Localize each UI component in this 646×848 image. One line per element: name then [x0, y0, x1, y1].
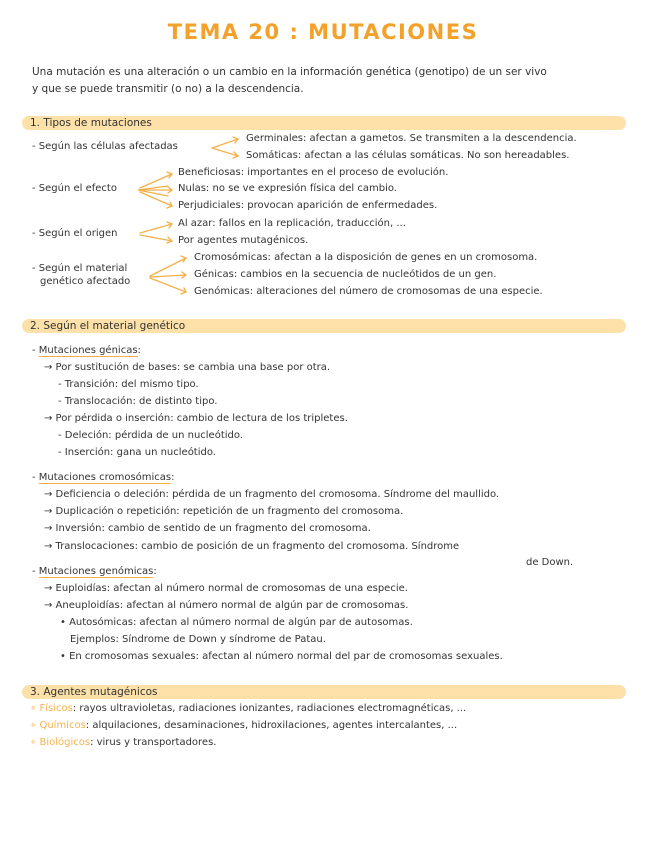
genicas-title-row: - Mutaciones génicas: — [32, 345, 141, 356]
agente-quimicos-label: Químicos — [39, 720, 86, 731]
agente-biologicos-text: : virus y transportadores. — [90, 737, 217, 748]
bullet-icon: ∘ — [30, 703, 40, 714]
agente-quimicos — [30, 720, 457, 731]
cromosomicas-title: Mutaciones cromosómicas — [38, 472, 172, 483]
agente-biologicos-label: Biológicos — [39, 737, 91, 748]
group-material-item-1: Cromosómicas: afectan a la disposición de genes en un cromosoma. — [194, 252, 538, 263]
genomicas-line-4: • En cromosomas sexuales: afectan al número normal del par de cromosomas sexuales. — [60, 651, 503, 662]
cromosomicas-title-row: - Mutaciones cromosómicas: — [32, 472, 175, 483]
group-celulas-label: - Según las células afectadas — [32, 141, 178, 152]
agente-quimicos-text: : alquilaciones, desaminaciones, hidroxilaciones, agentes intercalantes, ... — [85, 720, 458, 731]
bullet-icon: ∘ — [30, 737, 40, 748]
group-efecto-item-2: Nulas: no se ve expresión física del cambio. — [178, 183, 397, 194]
genicas-line-1: → Por sustitución de bases: se cambia una base por otra. — [44, 362, 331, 373]
group-efecto-item-1: Beneficiosas: importantes en el proceso de evolución. — [178, 167, 449, 178]
group-celulas-item-2: Somáticas: afectan a las células somáticas. No son hereadables. — [246, 150, 570, 161]
section-1-heading: 1. Tipos de mutaciones — [30, 117, 152, 129]
agente-fisicos-label: Físicos — [39, 703, 73, 714]
agente-fisicos-text: : rayos ultravioletas, radiaciones ionizantes, radiaciones electromagnéticas, ... — [72, 703, 467, 714]
cromosomicas-line-4: → Translocaciones: cambio de posición de un fragmento del cromosoma. Síndrome — [44, 541, 460, 552]
cromosomicas-line-3: → Inversión: cambio de sentido de un fragmento del cromosoma. — [44, 523, 371, 534]
intro-line-2: y que se puede transmitir (o no) a la descendencia. — [32, 83, 304, 95]
genicas-line-2: - Transición: del mismo tipo. — [58, 379, 199, 390]
genomicas-line-3: • Autosómicas: afectan al número normal de algún par de autosomas. — [60, 617, 413, 628]
group-origen-item-2: Por agentes mutagénicos. — [178, 235, 309, 246]
genicas-title: Mutaciones génicas — [38, 345, 138, 356]
group-material-item-3: Genómicas: alteraciones del número de cromosomas de una especie. — [194, 286, 543, 297]
agente-biologicos — [30, 737, 216, 748]
genicas-line-6: - Inserción: gana un nucleótido. — [58, 447, 216, 458]
genicas-line-3: - Translocación: de distinto tipo. — [58, 396, 218, 407]
cromosomicas-line-1: → Deficiencia o deleción: pérdida de un fragmento del cromosoma. Síndrome del maullido. — [44, 489, 500, 500]
section-3-heading: 3. Agentes mutagénicos — [30, 686, 158, 698]
genomicas-line-1: → Euploidías: afectan al número normal de cromosomas de una especie. — [44, 583, 408, 594]
group-material-label-2: genético afectado — [40, 276, 131, 287]
intro-line-1: Una mutación es una alteración o un cambio en la información genética (genotipo) de un ser vivo — [32, 66, 547, 78]
group-material-item-2: Génicas: cambios en la secuencia de nucleótidos de un gen. — [194, 269, 497, 280]
genomicas-title: Mutaciones genómicas — [38, 566, 154, 577]
genomicas-line-2: → Aneuploidías: afectan al número normal de algún par de cromosomas. — [44, 600, 409, 611]
page-title: TEMA 20 : MUTACIONES — [167, 20, 479, 44]
cromosomicas-line-2: → Duplicación o repetición: repetición de un fragmento del cromosoma. — [44, 506, 404, 517]
group-origen-label: - Según el origen — [32, 228, 118, 239]
genomicas-line-3b: Ejemplos: Síndrome de Down y síndrome de Patau. — [70, 634, 326, 645]
section-2-heading: 2. Según el material genético — [30, 320, 186, 332]
cromosomicas-line-4b: de Down. — [526, 557, 574, 568]
group-material-label-1: - Según el material — [32, 263, 128, 274]
genomicas-title-row: - Mutaciones genómicas: — [32, 566, 157, 577]
group-origen-item-1: Al azar: fallos en la replicación, traducción, ... — [178, 218, 406, 229]
genicas-line-5: - Deleción: pérdida de un nucleótido. — [58, 430, 243, 441]
genicas-line-4: → Por pérdida o inserción: cambio de lectura de los tripletes. — [44, 413, 348, 424]
group-celulas-item-1: Germinales: afectan a gametos. Se transmiten a la descendencia. — [246, 133, 577, 144]
group-efecto-item-3: Perjudiciales: provocan aparición de enfermedades. — [178, 200, 438, 211]
group-efecto-label: - Según el efecto — [32, 183, 117, 194]
agente-fisicos — [30, 703, 466, 714]
bullet-icon: ∘ — [30, 720, 40, 731]
